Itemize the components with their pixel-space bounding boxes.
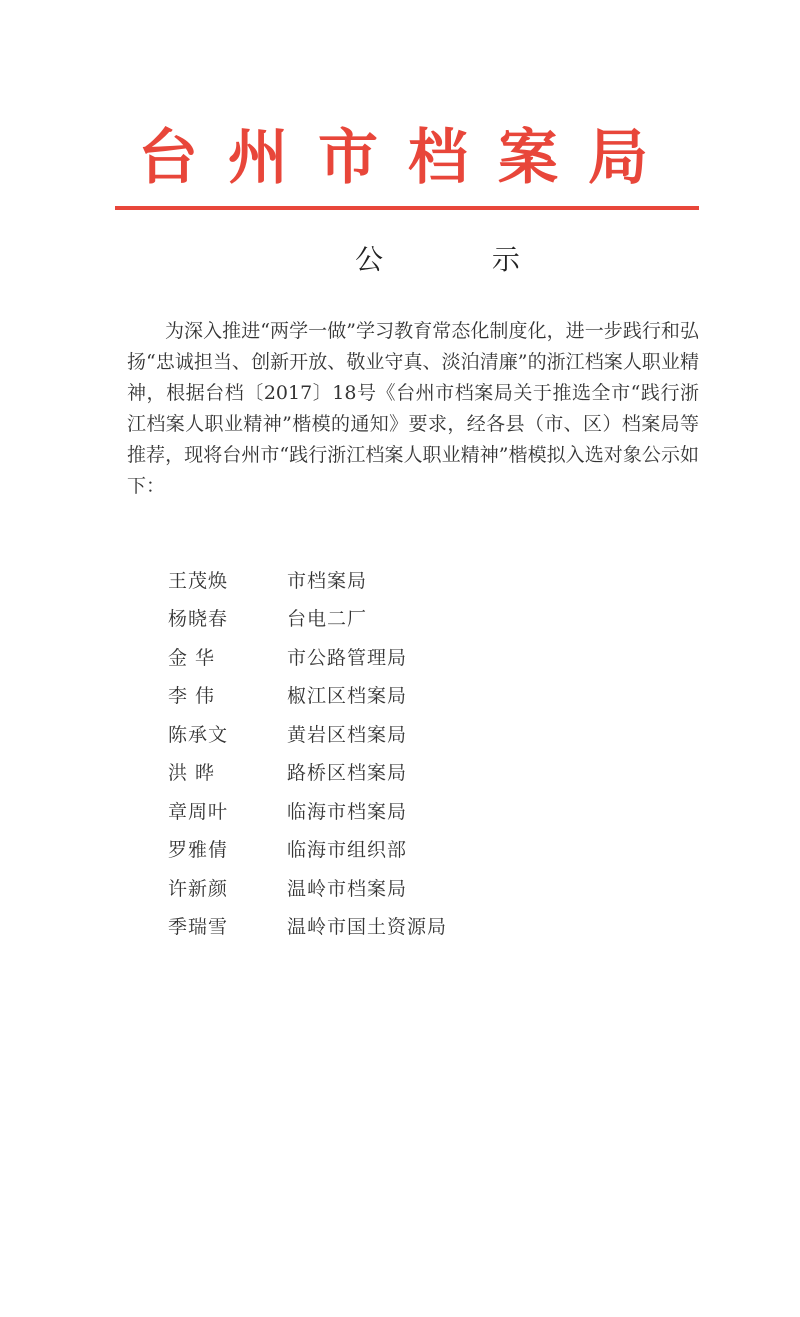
list-item: [160, 676, 560, 715]
nominee-unit: 黄岩区档案局: [287, 723, 408, 746]
list-item: [160, 753, 560, 792]
nominee-name: 季瑞雪: [168, 916, 229, 939]
list-item: [160, 560, 560, 599]
notice-paragraph: 为深入推进“两学一做”学习教育常态化制度化，进一步践行和弘扬“忠诚担当、创新开放、敬业守真、淡泊清廉”的浙江档案人职业精神，根据台档〔2017〕18号《台州市档案局关于推选全市“践行浙江档案人职业精神”楷模的通知》要求，经各县（市、区）档案局等推荐，现将台州市“践行浙江档案人职业精神”楷模拟入选对象公示如下：: [127, 320, 699, 497]
nominee-name: 金 华: [168, 646, 216, 669]
nominee-unit: 椒江区档案局: [287, 685, 408, 708]
list-item: [160, 830, 560, 869]
nominee-name: 罗雅倩: [168, 839, 229, 862]
nominee-unit: 市档案局: [287, 569, 368, 592]
list-item: [160, 868, 560, 907]
nominee-unit: 台电二厂: [287, 608, 368, 631]
nominee-unit: 温岭市国土资源局: [287, 916, 448, 939]
nominee-unit: 温岭市档案局: [287, 877, 408, 900]
notice-body: [127, 316, 699, 502]
nominee-name: 章周叶: [168, 800, 229, 823]
nominee-name: 王茂焕: [168, 569, 229, 592]
letterhead-divider: [115, 206, 699, 210]
nominee-name: 许新颜: [168, 877, 229, 900]
nominee-list: [160, 560, 560, 945]
list-item: [160, 637, 560, 676]
nominee-unit: 市公路管理局: [287, 646, 408, 669]
nominee-name: 洪 晔: [168, 762, 216, 785]
nominee-name: 李 伟: [168, 685, 216, 708]
nominee-name: 陈承文: [168, 723, 229, 746]
nominee-unit: 路桥区档案局: [287, 762, 408, 785]
nominee-name: 杨晓春: [168, 608, 229, 631]
letterhead-org-name: 台州市档案局: [138, 123, 678, 193]
nominee-unit: 临海市组织部: [287, 839, 408, 862]
notice-title: 公 示: [355, 243, 570, 276]
list-item: [160, 599, 560, 638]
list-item: [160, 714, 560, 753]
nominee-unit: 临海市档案局: [287, 800, 408, 823]
list-item: [160, 791, 560, 830]
list-item: [160, 907, 560, 946]
